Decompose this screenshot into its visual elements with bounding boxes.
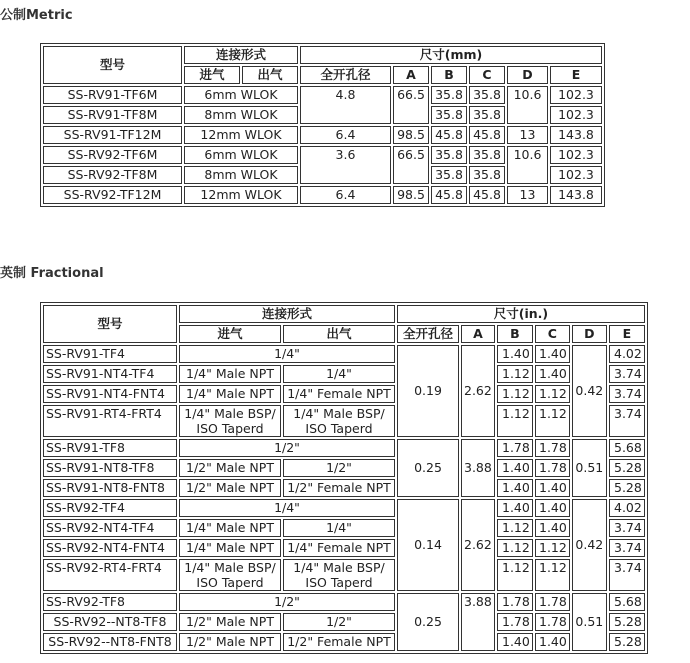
col-orifice: 全开孔径 — [397, 325, 459, 343]
metric-heading: 公制Metric — [0, 8, 73, 23]
table-row — [43, 86, 602, 104]
b-cell: 1.40 — [497, 633, 533, 651]
d-cell: 0.51 — [572, 439, 607, 497]
c-cell: 1.78 — [535, 459, 570, 477]
model-cell: SS-RV91-NT8-FNT8 — [43, 479, 177, 497]
inlet-cell: 1/4" Male NPT — [179, 539, 281, 557]
col-model: 型号 — [43, 46, 182, 84]
connection-cell: 12mm WLOK — [184, 186, 298, 204]
b-cell: 35.8 — [431, 86, 467, 104]
model-cell: SS-RV92--NT8-FNT8 — [43, 633, 177, 651]
e-cell: 5.28 — [609, 459, 645, 477]
orifice-cell: 4.8 — [300, 86, 391, 124]
e-cell: 102.3 — [550, 86, 602, 104]
col-e: E — [609, 325, 645, 343]
b-cell: 1.12 — [497, 519, 533, 537]
col-model: 型号 — [43, 305, 177, 343]
model-cell: SS-RV91-TF12M — [43, 126, 182, 144]
col-inlet: 进气 — [184, 66, 240, 84]
inlet-cell: 1/4" Male BSP/ ISO Taperd — [179, 559, 281, 591]
orifice-cell: 0.25 — [397, 439, 459, 497]
inlet-cell: 1/4" Male NPT — [179, 385, 281, 403]
table-row — [43, 519, 645, 537]
b-cell: 1.12 — [497, 385, 533, 403]
inlet-cell: 1/4" Male NPT — [179, 519, 281, 537]
d-cell: 0.51 — [572, 593, 607, 651]
connection-cell: 12mm WLOK — [184, 126, 298, 144]
inlet-cell: 1/4" Male BSP/ ISO Taperd — [179, 405, 281, 437]
b-cell: 1.12 — [497, 539, 533, 557]
c-cell: 1.12 — [535, 559, 570, 591]
model-cell: SS-RV92-TF8 — [43, 593, 177, 611]
c-cell: 1.78 — [535, 439, 570, 457]
outlet-cell: 1/2" Female NPT — [283, 479, 395, 497]
c-cell: 1.12 — [535, 385, 570, 403]
b-cell: 1.12 — [497, 559, 533, 591]
table-row — [43, 405, 645, 437]
model-cell: SS-RV91-NT4-FNT4 — [43, 385, 177, 403]
table-header-row — [43, 305, 645, 323]
c-cell: 35.8 — [469, 86, 505, 104]
col-a: A — [461, 325, 495, 343]
e-cell: 5.68 — [609, 439, 645, 457]
col-outlet: 出气 — [242, 66, 298, 84]
table-row — [43, 459, 645, 477]
inlet-cell: 1/2" Male NPT — [179, 633, 281, 651]
table-row — [43, 613, 645, 631]
col-b: B — [497, 325, 533, 343]
outlet-cell: 1/4" Female NPT — [283, 539, 395, 557]
a-cell: 66.5 — [393, 146, 429, 184]
model-cell: SS-RV92--NT8-TF8 — [43, 613, 177, 631]
c-cell: 1.40 — [535, 479, 570, 497]
orifice-cell: 6.4 — [300, 126, 391, 144]
connection-cell: 1/2" — [179, 593, 395, 611]
model-cell: SS-RV92-NT4-TF4 — [43, 519, 177, 537]
table-row — [43, 146, 602, 164]
b-cell: 35.8 — [431, 106, 467, 124]
b-cell: 1.78 — [497, 439, 533, 457]
b-cell: 35.8 — [431, 166, 467, 184]
model-cell: SS-RV91-NT4-TF4 — [43, 365, 177, 383]
a-cell: 2.62 — [461, 499, 495, 591]
b-cell: 45.8 — [431, 186, 467, 204]
c-cell: 1.40 — [535, 519, 570, 537]
c-cell: 35.8 — [469, 166, 505, 184]
e-cell: 102.3 — [550, 146, 602, 164]
col-e: E — [550, 66, 602, 84]
a-cell: 98.5 — [393, 126, 429, 144]
outlet-cell: 1/4" Male BSP/ ISO Taperd — [283, 405, 395, 437]
table-row — [43, 365, 645, 383]
col-d: D — [507, 66, 548, 84]
e-cell: 4.02 — [609, 345, 645, 363]
c-cell: 1.40 — [535, 345, 570, 363]
d-cell: 13 — [507, 186, 548, 204]
outlet-cell: 1/2" Female NPT — [283, 633, 395, 651]
table-row — [43, 385, 645, 403]
e-cell: 3.74 — [609, 365, 645, 383]
b-cell: 1.78 — [497, 613, 533, 631]
e-cell: 3.74 — [609, 539, 645, 557]
connection-cell: 6mm WLOK — [184, 146, 298, 164]
e-cell: 3.74 — [609, 405, 645, 437]
outlet-cell: 1/4" Female NPT — [283, 385, 395, 403]
b-cell: 1.40 — [497, 479, 533, 497]
e-cell: 102.3 — [550, 106, 602, 124]
c-cell: 1.78 — [535, 613, 570, 631]
b-cell: 1.12 — [497, 365, 533, 383]
orifice-cell: 6.4 — [300, 186, 391, 204]
table-row — [43, 633, 645, 651]
e-cell: 3.74 — [609, 385, 645, 403]
b-cell: 1.12 — [497, 405, 533, 437]
table-row — [43, 345, 645, 363]
col-dims: 尺寸(mm) — [300, 46, 602, 64]
d-cell: 0.42 — [572, 499, 607, 591]
d-cell: 13 — [507, 126, 548, 144]
e-cell: 5.28 — [609, 633, 645, 651]
c-cell: 1.40 — [535, 365, 570, 383]
d-cell: 10.6 — [507, 146, 548, 184]
model-cell: SS-RV92-RT4-FRT4 — [43, 559, 177, 591]
outlet-cell: 1/2" — [283, 613, 395, 631]
col-d: D — [572, 325, 607, 343]
c-cell: 1.40 — [535, 499, 570, 517]
a-cell: 2.62 — [461, 345, 495, 437]
fractional-heading: 英制 Fractional — [0, 266, 104, 281]
orifice-cell: 0.14 — [397, 499, 459, 591]
table-row — [43, 126, 602, 144]
b-cell: 35.8 — [431, 146, 467, 164]
inlet-cell: 1/2" Male NPT — [179, 459, 281, 477]
orifice-cell: 0.19 — [397, 345, 459, 437]
table-row — [43, 439, 645, 457]
c-cell: 45.8 — [469, 126, 505, 144]
connection-cell: 8mm WLOK — [184, 166, 298, 184]
col-b: B — [431, 66, 467, 84]
e-cell: 143.8 — [550, 126, 602, 144]
table-header-row — [43, 46, 602, 64]
col-connection: 连接形式 — [179, 305, 395, 323]
a-cell: 66.5 — [393, 86, 429, 124]
connection-cell: 8mm WLOK — [184, 106, 298, 124]
a-cell: 98.5 — [393, 186, 429, 204]
model-cell: SS-RV92-TF6M — [43, 146, 182, 164]
model-cell: SS-RV91-TF8 — [43, 439, 177, 457]
connection-cell: 6mm WLOK — [184, 86, 298, 104]
model-cell: SS-RV91-NT8-TF8 — [43, 459, 177, 477]
table-row — [43, 479, 645, 497]
b-cell: 45.8 — [431, 126, 467, 144]
orifice-cell: 3.6 — [300, 146, 391, 184]
e-cell: 5.28 — [609, 479, 645, 497]
col-a: A — [393, 66, 429, 84]
orifice-cell: 0.25 — [397, 593, 459, 651]
c-cell: 1.40 — [535, 633, 570, 651]
c-cell: 35.8 — [469, 106, 505, 124]
model-cell: SS-RV91-TF8M — [43, 106, 182, 124]
table-row — [43, 186, 602, 204]
table-row — [43, 499, 645, 517]
col-inlet: 进气 — [179, 325, 281, 343]
table-row — [43, 593, 645, 611]
table-row — [43, 559, 645, 591]
e-cell: 102.3 — [550, 166, 602, 184]
e-cell: 4.02 — [609, 499, 645, 517]
connection-cell: 1/4" — [179, 499, 395, 517]
outlet-cell: 1/4" — [283, 365, 395, 383]
model-cell: SS-RV92-TF8M — [43, 166, 182, 184]
e-cell: 3.74 — [609, 559, 645, 591]
d-cell: 10.6 — [507, 86, 548, 124]
col-dims: 尺寸(in.) — [397, 305, 645, 323]
b-cell: 1.78 — [497, 593, 533, 611]
table-row — [43, 539, 645, 557]
a-cell: 3.88 — [461, 593, 495, 651]
e-cell: 5.68 — [609, 593, 645, 611]
e-cell: 3.74 — [609, 519, 645, 537]
model-cell: SS-RV92-NT4-FNT4 — [43, 539, 177, 557]
outlet-cell: 1/2" — [283, 459, 395, 477]
outlet-cell: 1/4" Male BSP/ ISO Taperd — [283, 559, 395, 591]
fractional-table — [40, 302, 648, 654]
inlet-cell: 1/2" Male NPT — [179, 613, 281, 631]
model-cell: SS-RV91-TF4 — [43, 345, 177, 363]
e-cell: 5.28 — [609, 613, 645, 631]
metric-table — [40, 43, 605, 207]
c-cell: 45.8 — [469, 186, 505, 204]
b-cell: 1.40 — [497, 345, 533, 363]
e-cell: 143.8 — [550, 186, 602, 204]
model-cell: SS-RV91-TF6M — [43, 86, 182, 104]
a-cell: 3.88 — [461, 439, 495, 497]
c-cell: 35.8 — [469, 146, 505, 164]
b-cell: 1.40 — [497, 459, 533, 477]
connection-cell: 1/2" — [179, 439, 395, 457]
c-cell: 1.12 — [535, 405, 570, 437]
inlet-cell: 1/4" Male NPT — [179, 365, 281, 383]
connection-cell: 1/4" — [179, 345, 395, 363]
model-cell: SS-RV92-TF12M — [43, 186, 182, 204]
model-cell: SS-RV91-RT4-FRT4 — [43, 405, 177, 437]
col-connection: 连接形式 — [184, 46, 298, 64]
inlet-cell: 1/2" Male NPT — [179, 479, 281, 497]
col-c: C — [469, 66, 505, 84]
col-orifice: 全开孔径 — [300, 66, 391, 84]
c-cell: 1.12 — [535, 539, 570, 557]
col-c: C — [535, 325, 570, 343]
col-outlet: 出气 — [283, 325, 395, 343]
model-cell: SS-RV92-TF4 — [43, 499, 177, 517]
b-cell: 1.40 — [497, 499, 533, 517]
d-cell: 0.42 — [572, 345, 607, 437]
c-cell: 1.78 — [535, 593, 570, 611]
outlet-cell: 1/4" — [283, 519, 395, 537]
